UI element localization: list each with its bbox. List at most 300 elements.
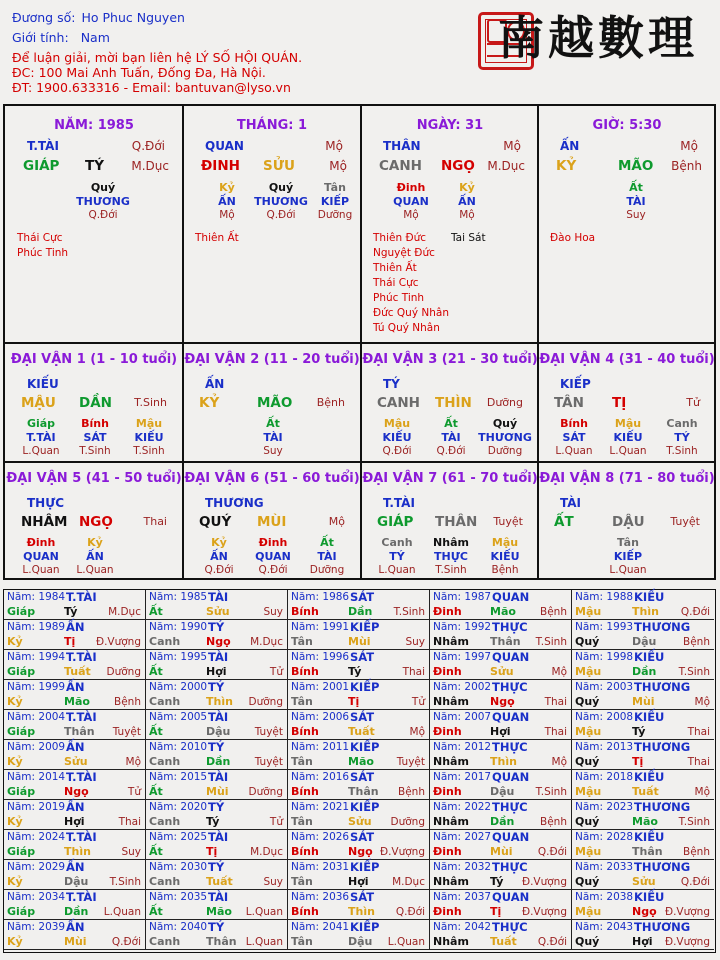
year-can: Bính xyxy=(291,785,319,798)
pillar-stars xyxy=(550,231,595,246)
year-label: Năm: 2038 xyxy=(575,891,634,903)
year-cs: T.Sinh xyxy=(678,666,710,678)
year-can: Quý xyxy=(575,635,600,648)
year-cell xyxy=(572,650,714,680)
year-star: KIẾU xyxy=(634,890,665,904)
year-cell xyxy=(288,710,430,740)
year-cs: Bệnh xyxy=(540,606,567,618)
year-label: Năm: 2006 xyxy=(291,711,350,723)
hidden-cs: T.Sinh xyxy=(79,445,111,457)
dai-van-6 xyxy=(183,463,361,580)
year-star: KIẾP xyxy=(350,740,380,754)
year-label: Năm: 2022 xyxy=(433,801,492,813)
year-chi: Thân xyxy=(632,845,663,858)
year-cell xyxy=(288,770,430,800)
year-cell xyxy=(430,830,572,860)
year-cs: Tuyệt xyxy=(112,726,141,738)
pillar-title: NGÀY: 31 xyxy=(416,118,484,133)
phone-email-line: ĐT: 1900.633316 - Email: bantuvan@lyso.vn xyxy=(12,80,291,95)
year-can: Nhâm xyxy=(433,935,469,948)
year-cell xyxy=(572,800,714,830)
year-label: Năm: 2016 xyxy=(291,771,350,783)
year-cs: Thai xyxy=(687,726,710,738)
hidden-cs: T.Sinh xyxy=(666,445,698,457)
year-cs: M.Dục xyxy=(392,876,425,888)
year-cell xyxy=(572,770,714,800)
year-cs: Dưỡng xyxy=(248,696,283,708)
year-label: Năm: 1998 xyxy=(575,651,634,663)
year-cs: Tử xyxy=(127,786,141,798)
year-chi: Mùi xyxy=(64,935,87,948)
year-can: Nhâm xyxy=(433,815,469,828)
pillar-chi: TÝ xyxy=(85,158,104,174)
year-cell xyxy=(4,770,146,800)
year-chi: Mão xyxy=(348,755,374,768)
year-cell xyxy=(4,830,146,860)
hidden-can: Đinh xyxy=(396,181,426,194)
dai-van-chi: THÌN xyxy=(435,395,472,411)
year-label: Năm: 2004 xyxy=(7,711,66,723)
year-can: Đinh xyxy=(433,845,462,858)
year-cell xyxy=(430,860,572,890)
duong-so-label: Đương số: xyxy=(12,10,76,25)
dai-van-title: ĐẠI VẬN 3 (21 - 30 tuổi) xyxy=(362,352,538,367)
dai-van-can: NHÂM xyxy=(21,514,68,530)
dai-van-star: TÀI xyxy=(560,496,582,510)
year-can: Canh xyxy=(149,815,181,828)
hidden-can: Ất xyxy=(266,417,280,430)
hidden-can: Kỷ xyxy=(87,536,103,549)
year-can: Mậu xyxy=(575,665,602,678)
hidden-cs: Suy xyxy=(263,445,283,457)
dai-van-1 xyxy=(5,344,183,461)
year-can: Quý xyxy=(575,755,600,768)
year-cs: Đ.Vượng xyxy=(379,846,425,858)
year-star: SÁT xyxy=(350,710,375,724)
year-label: Năm: 2007 xyxy=(433,711,492,723)
year-chi: Mùi xyxy=(348,635,371,648)
dai-van-cs: Mộ xyxy=(328,515,345,528)
year-cell xyxy=(430,800,572,830)
year-chi: Ngọ xyxy=(348,845,373,858)
year-star: TÝ xyxy=(208,620,225,634)
dai-van-2 xyxy=(183,344,361,461)
year-cs: Dưỡng xyxy=(390,816,425,828)
year-star: TÀI xyxy=(208,650,229,664)
year-label: Năm: 1997 xyxy=(433,651,492,663)
year-star: KIẾP xyxy=(350,920,380,934)
year-cell xyxy=(572,590,714,620)
year-can: Nhâm xyxy=(433,635,469,648)
year-label: Năm: 2019 xyxy=(7,801,66,813)
hidden-star: TÝ xyxy=(389,550,405,563)
year-can: Giáp xyxy=(7,725,36,738)
year-cs: Dưỡng xyxy=(248,786,283,798)
year-cell xyxy=(288,920,430,950)
year-label: Năm: 2027 xyxy=(433,831,492,843)
pillar-cs: M.Dục xyxy=(487,159,525,173)
year-cs: L.Quan xyxy=(245,906,283,918)
year-label: Năm: 2008 xyxy=(575,711,634,723)
year-chi: Thân xyxy=(490,635,521,648)
pillar-top-star: THÂN xyxy=(383,139,421,153)
year-can: Đinh xyxy=(433,905,462,918)
year-label: Năm: 2020 xyxy=(149,801,208,813)
year-cell xyxy=(572,740,714,770)
year-star: THỰC xyxy=(492,740,528,754)
year-chi: Dần xyxy=(64,905,89,918)
hidden-star: QUAN xyxy=(255,550,291,563)
year-can: Canh xyxy=(149,695,181,708)
year-label: Năm: 2001 xyxy=(291,681,350,693)
hidden-can: Quý xyxy=(492,417,518,430)
year-can: Giáp xyxy=(7,905,36,918)
year-can: Kỷ xyxy=(7,875,23,888)
hidden-cs: L.Quan xyxy=(76,564,114,576)
year-cell xyxy=(146,770,288,800)
year-chi: Mão xyxy=(206,905,232,918)
year-star: THỰC xyxy=(492,680,528,694)
year-cell xyxy=(146,800,288,830)
dai-van-7 xyxy=(361,463,539,580)
pillar-can: ĐINH xyxy=(201,158,240,174)
year-cell xyxy=(4,860,146,890)
year-cell xyxy=(288,680,430,710)
year-cs: Tử xyxy=(269,666,283,678)
star-item: Tú Quý Nhân xyxy=(373,322,440,334)
year-can: Mậu xyxy=(575,905,602,918)
year-can: Đinh xyxy=(433,785,462,798)
year-star: ẤN xyxy=(66,740,85,754)
hidden-can: Ất xyxy=(444,417,458,430)
pillar-can: GIÁP xyxy=(23,158,60,174)
hidden-cs: Mộ xyxy=(219,209,235,221)
year-label: Năm: 2012 xyxy=(433,741,492,753)
year-chi: Dậu xyxy=(490,785,515,798)
hidden-can: Ất xyxy=(629,181,643,194)
year-chi: Ngọ xyxy=(64,785,89,798)
year-cs: Mộ xyxy=(694,696,710,708)
hidden-star: TÀI xyxy=(317,550,337,563)
year-star: KIẾU xyxy=(634,650,665,664)
dai-van-3 xyxy=(361,344,539,461)
year-can: Kỷ xyxy=(7,695,23,708)
star-item: Thiên Ất xyxy=(373,262,417,274)
year-star: THỰC xyxy=(492,800,528,814)
year-chi: Sửu xyxy=(490,665,514,678)
year-star: TÀI xyxy=(208,890,229,904)
dai-van-star: THƯƠNG xyxy=(205,496,264,510)
year-chi: Dậu xyxy=(348,935,373,948)
year-chi: Hợi xyxy=(64,815,85,828)
year-cs: T.Sinh xyxy=(678,816,710,828)
year-star: ẤN xyxy=(66,680,85,694)
year-star: THỰC xyxy=(492,620,528,634)
year-label: Năm: 2013 xyxy=(575,741,634,753)
hidden-star: THƯƠNG xyxy=(76,195,130,208)
year-can: Quý xyxy=(575,815,600,828)
star-item: Phúc Tinh xyxy=(17,247,69,259)
hidden-cs: T.Sinh xyxy=(133,445,165,457)
pillar-stars xyxy=(17,231,68,261)
year-cell xyxy=(572,680,714,710)
year-cs: Đ.Vượng xyxy=(521,876,567,888)
year-label: Năm: 2005 xyxy=(149,711,208,723)
dai-van-chi: NGỌ xyxy=(79,514,113,530)
year-cell xyxy=(4,650,146,680)
pillar-stars xyxy=(373,231,449,336)
hidden-star: THƯƠNG xyxy=(254,195,308,208)
year-label: Năm: 2037 xyxy=(433,891,492,903)
year-chi: Hợi xyxy=(490,725,511,738)
year-cell xyxy=(288,620,430,650)
year-cs: Thai xyxy=(402,666,425,678)
year-can: Đinh xyxy=(433,605,462,618)
year-chi: Hợi xyxy=(206,665,227,678)
year-cs: Đ.Vượng xyxy=(95,636,141,648)
year-cs: Tuyệt xyxy=(396,756,425,768)
hidden-star: KIẾU xyxy=(613,431,643,444)
year-cs: Đ.Vượng xyxy=(521,906,567,918)
year-label: Năm: 2034 xyxy=(7,891,66,903)
year-cell xyxy=(288,590,430,620)
contact-line: Để luận giải, mời bạn liên hệ LÝ SỐ HỘI QUÁN. xyxy=(12,50,303,65)
hidden-star: ẤN xyxy=(86,550,104,563)
year-star: KIẾP xyxy=(350,800,380,814)
year-cell xyxy=(430,680,572,710)
year-label: Năm: 1996 xyxy=(291,651,350,663)
year-can: Tân xyxy=(291,815,313,828)
pillar-top-rel: Mộ xyxy=(680,139,698,153)
year-chi: Tý xyxy=(490,875,504,888)
dai-van-cs: Tuyệt xyxy=(493,515,523,528)
dai-van-chi: DẦN xyxy=(79,395,112,411)
year-cs: M.Dục xyxy=(250,846,283,858)
year-label: Năm: 2003 xyxy=(575,681,634,693)
year-star: THƯƠNG xyxy=(634,740,691,754)
dai-van-4 xyxy=(538,344,716,461)
pillar-2 xyxy=(361,106,539,342)
hidden-cs: T.Sinh xyxy=(435,564,467,576)
year-chi: Dậu xyxy=(206,725,231,738)
year-cell xyxy=(430,740,572,770)
year-chi: Tý xyxy=(348,665,362,678)
year-label: Năm: 2000 xyxy=(149,681,208,693)
pillar-top-rel: Mộ xyxy=(503,139,521,153)
year-can: Mậu xyxy=(575,845,602,858)
year-label: Năm: 2017 xyxy=(433,771,492,783)
year-cs: T.Sinh xyxy=(535,786,567,798)
year-cs: Bệnh xyxy=(114,696,141,708)
pillar-title: THÁNG: 1 xyxy=(236,118,308,133)
year-cs: L.Quan xyxy=(387,936,425,948)
year-cell xyxy=(146,650,288,680)
hidden-cs: Suy xyxy=(626,209,646,221)
hidden-star: THƯƠNG xyxy=(478,431,532,444)
dai-van-can: QUÝ xyxy=(199,514,232,530)
year-cell xyxy=(430,920,572,950)
hidden-can: Mậu xyxy=(614,417,642,430)
hidden-can: Giáp xyxy=(26,417,56,430)
dai-van-can: KỶ xyxy=(199,395,220,411)
year-cs: Q.Đới xyxy=(680,876,710,888)
year-cs: Mộ xyxy=(694,786,710,798)
year-can: Nhâm xyxy=(433,695,469,708)
pillar-top-rel: Mộ xyxy=(325,139,343,153)
year-star: THƯƠNG xyxy=(634,920,691,934)
pillar-stars xyxy=(195,231,239,246)
year-star: QUAN xyxy=(492,890,530,904)
year-chi: Ngọ xyxy=(206,635,231,648)
annual-years-grid xyxy=(3,589,716,953)
year-cell xyxy=(430,890,572,920)
year-star: T.TÀI xyxy=(66,710,97,724)
year-chi: Tị xyxy=(206,845,218,858)
year-chi: Tị xyxy=(348,695,360,708)
hidden-cs: L.Quan xyxy=(22,445,60,457)
year-can: Nhâm xyxy=(433,755,469,768)
year-label: Năm: 2023 xyxy=(575,801,634,813)
year-star: QUAN xyxy=(492,770,530,784)
hidden-cs: Dưỡng xyxy=(317,209,353,221)
year-cs: Q.Đới xyxy=(111,936,141,948)
dai-van-cs: Tuyệt xyxy=(670,515,700,528)
year-label: Năm: 2010 xyxy=(149,741,208,753)
year-star: THƯƠNG xyxy=(634,800,691,814)
year-label: Năm: 2011 xyxy=(291,741,350,753)
year-star: KIẾU xyxy=(634,830,665,844)
year-label: Năm: 1989 xyxy=(7,621,66,633)
year-cell xyxy=(288,800,430,830)
year-chi: Tị xyxy=(632,755,644,768)
year-can: Kỷ xyxy=(7,815,23,828)
dai-van-cs: Tử xyxy=(686,396,700,409)
dai-van-title: ĐẠI VẬN 2 (11 - 20 tuổi) xyxy=(184,352,360,367)
year-star: THỰC xyxy=(492,920,528,934)
year-cs: Suy xyxy=(263,876,283,888)
year-label: Năm: 2036 xyxy=(291,891,350,903)
star-item: Thiên Ất xyxy=(195,232,239,244)
year-cell xyxy=(430,650,572,680)
hidden-cs: L.Quan xyxy=(609,445,647,457)
year-can: Quý xyxy=(575,695,600,708)
pillar-chi: NGỌ xyxy=(441,158,475,174)
pillar-chi: MÃO xyxy=(618,158,654,174)
year-can: Quý xyxy=(575,935,600,948)
star-item: Thái Cực xyxy=(17,232,63,244)
year-can: Kỷ xyxy=(7,635,23,648)
pillar-can: CANH xyxy=(379,158,422,174)
year-cs: Bệnh xyxy=(398,786,425,798)
dai-van-chi: THÂN xyxy=(435,514,478,530)
year-star: THƯƠNG xyxy=(634,860,691,874)
year-chi: Tuất xyxy=(206,875,233,888)
year-chi: Tuất xyxy=(64,665,91,678)
year-label: Năm: 2009 xyxy=(7,741,66,753)
pillar-top-star: QUAN xyxy=(205,139,244,153)
hidden-can: Quý xyxy=(268,181,294,194)
dai-van-title: ĐẠI VẬN 6 (51 - 60 tuổi) xyxy=(184,471,360,486)
year-cell xyxy=(146,620,288,650)
year-can: Mậu xyxy=(575,785,602,798)
year-chi: Mão xyxy=(490,605,516,618)
year-label: Năm: 2026 xyxy=(291,831,350,843)
year-star: TÀI xyxy=(208,590,229,604)
hidden-can: Tân xyxy=(324,181,346,194)
hidden-can: Kỷ xyxy=(219,181,235,194)
pillar-title: NĂM: 1985 xyxy=(54,118,134,133)
hidden-can: Mậu xyxy=(491,536,519,549)
year-cell xyxy=(146,680,288,710)
year-label: Năm: 1984 xyxy=(7,591,66,603)
year-label: Năm: 2024 xyxy=(7,831,66,843)
year-cell xyxy=(146,710,288,740)
year-star: SÁT xyxy=(350,830,375,844)
year-chi: Tý xyxy=(64,605,78,618)
year-cs: Q.Đới xyxy=(680,606,710,618)
year-chi: Dậu xyxy=(64,875,89,888)
year-cs: Tử xyxy=(411,696,425,708)
hidden-star: ẤN xyxy=(210,550,228,563)
star-item: Phúc Tinh xyxy=(373,292,425,304)
year-label: Năm: 2030 xyxy=(149,861,208,873)
year-chi: Tuất xyxy=(632,785,659,798)
year-cell xyxy=(4,620,146,650)
hidden-can: Nhâm xyxy=(433,536,469,549)
year-star: TÝ xyxy=(208,680,225,694)
hidden-star: TÀI xyxy=(441,431,461,444)
year-cell xyxy=(288,860,430,890)
year-label: Năm: 1992 xyxy=(433,621,492,633)
year-label: Năm: 1988 xyxy=(575,591,634,603)
year-cell xyxy=(572,710,714,740)
year-can: Giáp xyxy=(7,785,36,798)
pillar-0 xyxy=(5,106,183,342)
star-item: Nguyệt Đức xyxy=(373,247,435,259)
dai-van-5 xyxy=(5,463,183,580)
year-cell xyxy=(288,890,430,920)
year-cs: Suy xyxy=(405,636,425,648)
year-can: Kỷ xyxy=(7,935,23,948)
year-can: Đinh xyxy=(433,665,462,678)
year-can: Ất xyxy=(149,665,163,678)
year-label: Năm: 2002 xyxy=(433,681,492,693)
year-star: TÀI xyxy=(208,830,229,844)
year-cs: Thai xyxy=(118,816,141,828)
hidden-can: Đinh xyxy=(258,536,288,549)
year-label: Năm: 2029 xyxy=(7,861,66,873)
year-can: Đinh xyxy=(433,725,462,738)
dai-van-star: KIẾP xyxy=(560,377,591,391)
year-can: Tân xyxy=(291,875,313,888)
year-cs: Đ.Vượng xyxy=(664,906,710,918)
year-can: Giáp xyxy=(7,665,36,678)
gioi-tinh-value: Nam xyxy=(80,30,110,45)
hidden-cs: Q.Đới xyxy=(382,445,412,457)
dai-van-chi: TỊ xyxy=(612,395,627,411)
year-cs: L.Quan xyxy=(103,906,141,918)
year-cs: Bệnh xyxy=(683,636,710,648)
hidden-cs: L.Quan xyxy=(555,445,593,457)
year-label: Năm: 1993 xyxy=(575,621,634,633)
year-cell xyxy=(146,890,288,920)
year-cell xyxy=(4,740,146,770)
year-star: KIẾU xyxy=(634,770,665,784)
year-cell xyxy=(572,890,714,920)
hidden-can: Quý xyxy=(90,181,116,194)
dai-van-cs: Bệnh xyxy=(316,396,345,409)
pillars-grid xyxy=(3,104,716,580)
